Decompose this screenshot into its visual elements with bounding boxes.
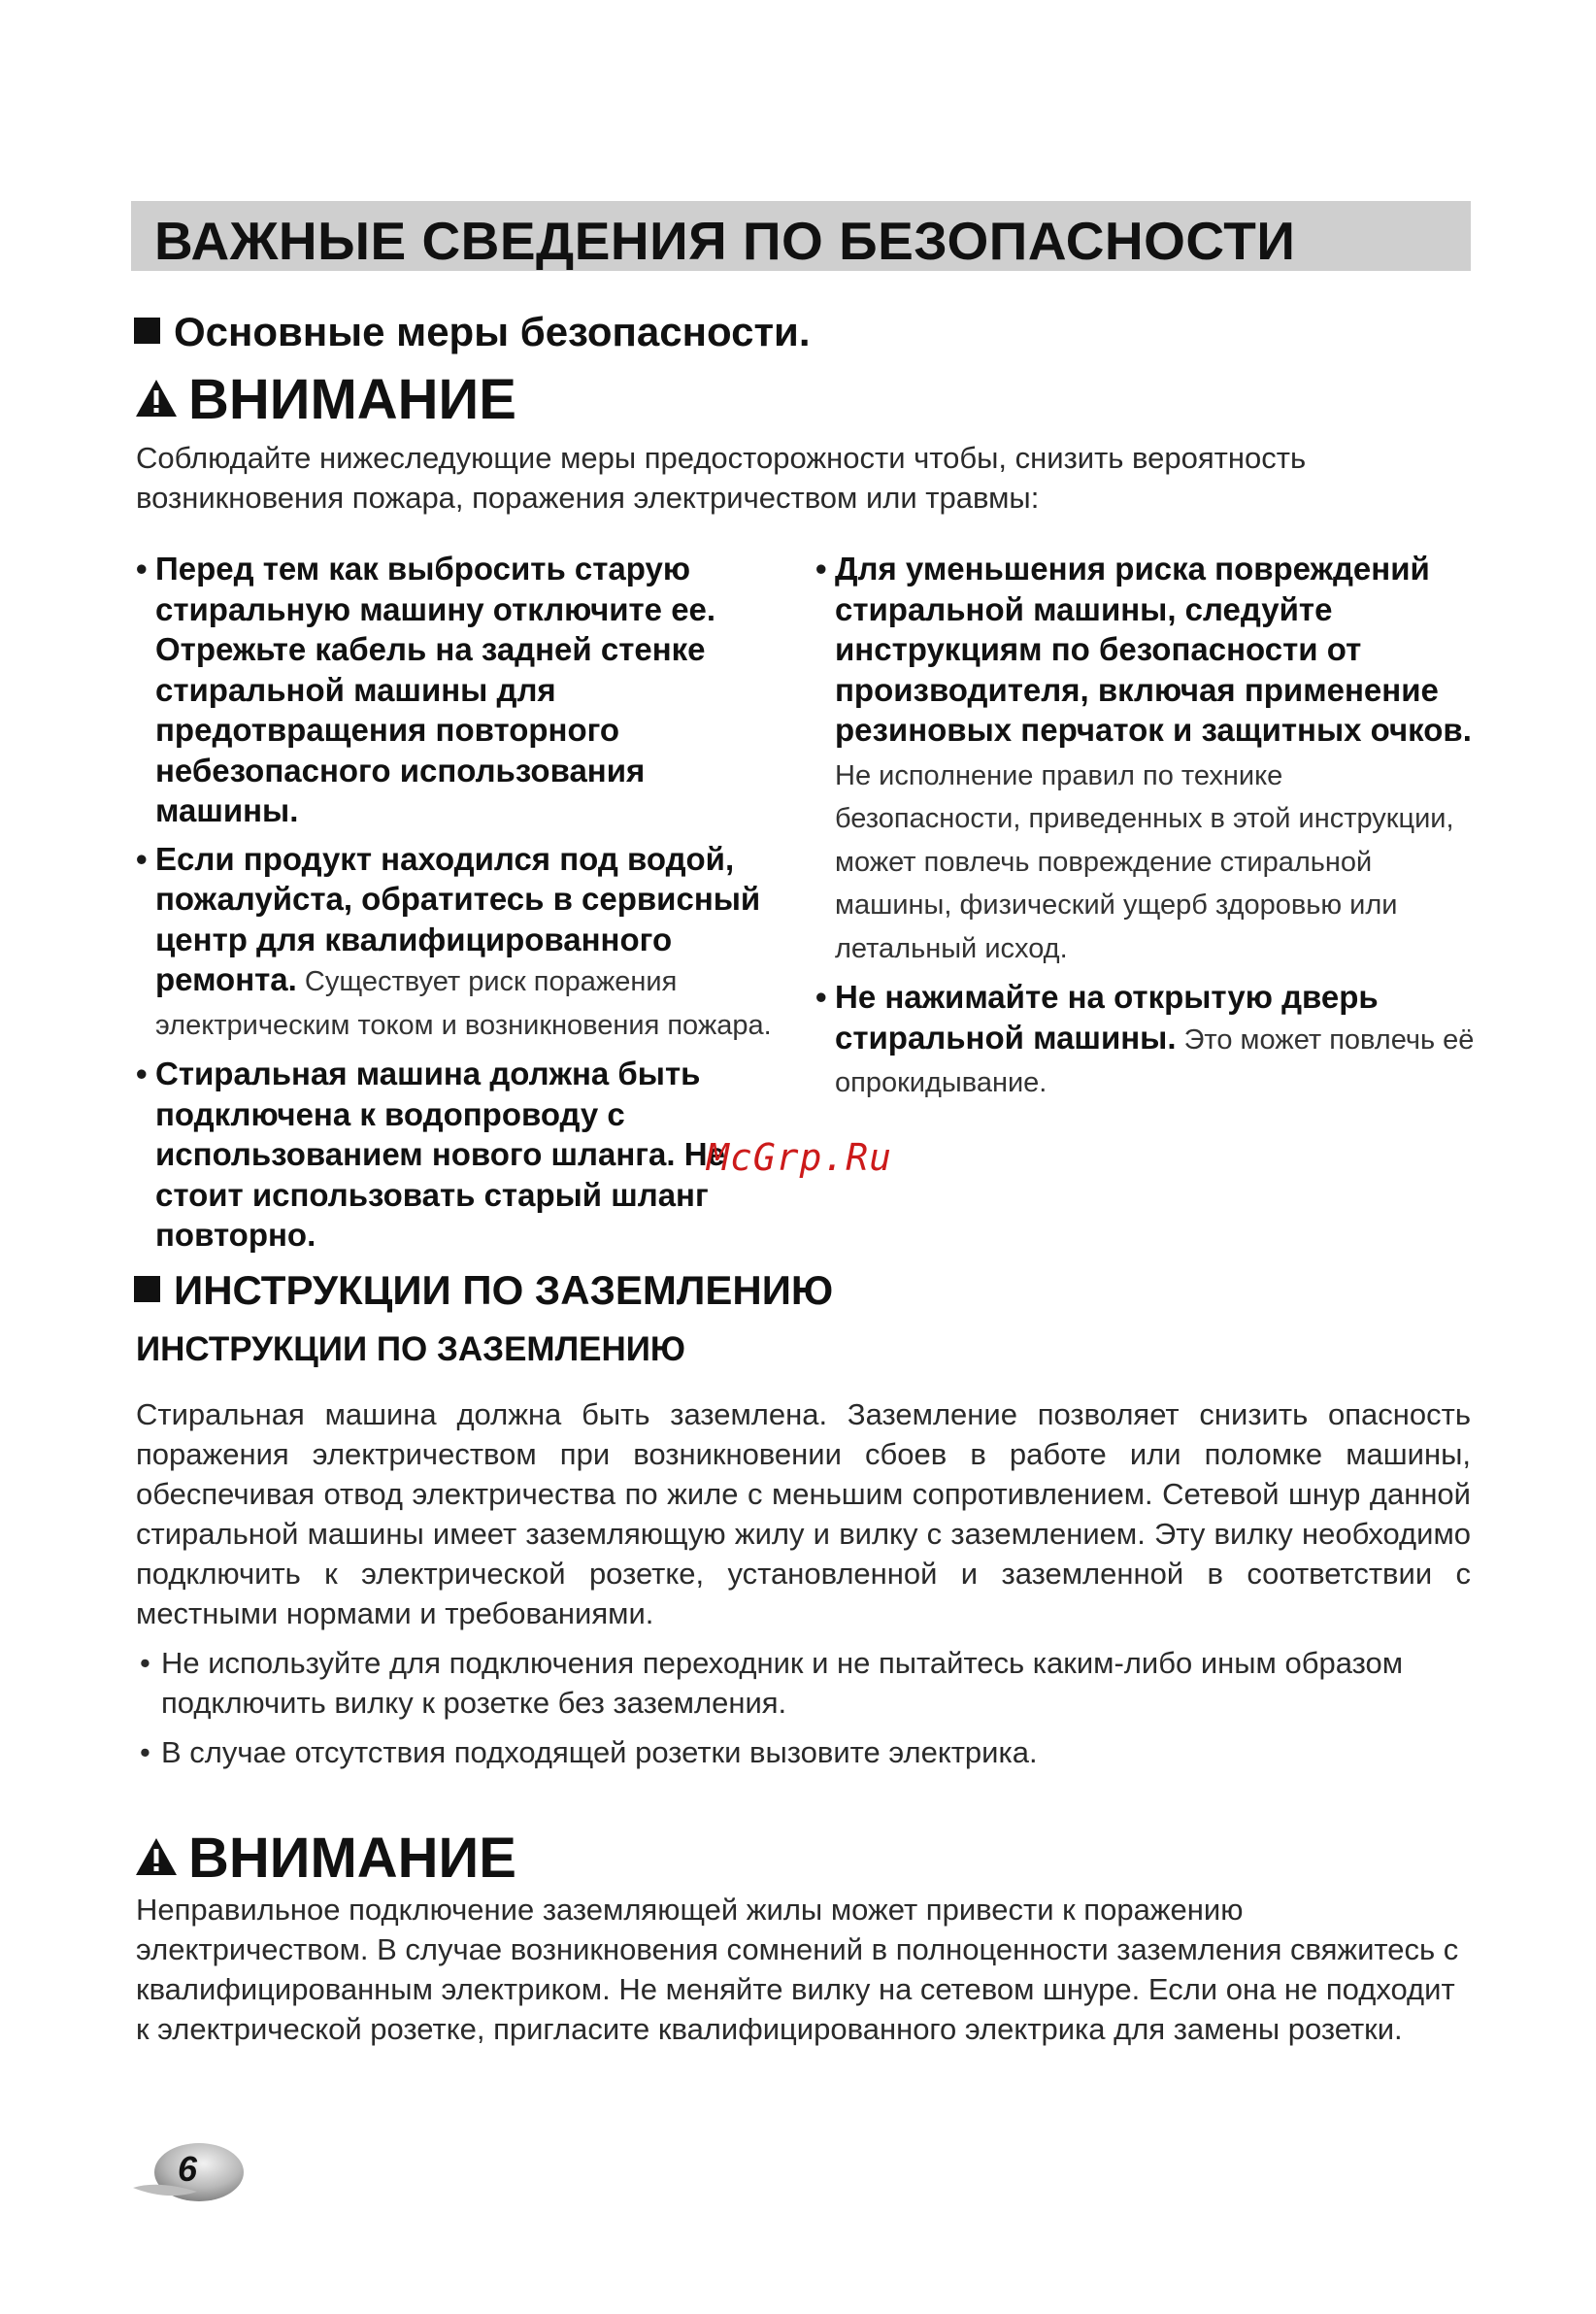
safety-item [815,977,1476,1104]
item-normal-text: Это может повлечь её опрокидывание. [835,1023,1475,1098]
grounding-heading-text: ИНСТРУКЦИИ ПО ЗАЗЕМЛЕНИЮ [174,1267,834,1313]
item-normal-text: Не исполнение правил по технике безопасности, приведенных в этой инструкции, может повлечь повреждение стиральной машины, физический ущерб здоровью или летальный исход. [835,759,1454,964]
warning2-paragraph: Неправильное подключение заземляющей жилы может привести к поражению электричеством. В случае возникновения сомнений в полноценности заземления свяжитесь с квалифицированным электриком. Не меняйте вилку на сетевом шнуре. Если она не подходит к электрической розетке, пригласите квалифицированного электрика для замены розетки. [136,1893,1459,2046]
item-bold-text: Для уменьшения риска повреждений стиральной машины, следуйте инструкциям по безопасности от производителя, включая применение резиновых перчаток и защитных очков. [835,551,1472,748]
title-bar [131,201,1471,271]
bullet: • [140,1646,150,1680]
item-bold-text: Если продукт находился под водой, пожалуйста, обратитесь в сервисный центр для квалифицированного ремонта. [155,840,761,997]
safety-item [815,549,1476,969]
grounding-bullets [136,1643,1471,1782]
bullet: • [140,1735,150,1769]
page-number: 6 [178,2149,198,2189]
basic-safety-heading [134,309,811,355]
bullet: • [815,551,827,587]
left-column [136,549,796,1263]
safety-item [136,839,796,1047]
item-bold-text: Стиральная машина должна быть подключена к водопроводу с использованием нового шланга. Не стоит использовать старый шланг повторно. [155,1056,725,1253]
page-title: ВАЖНЫЕ СВЕДЕНИЯ ПО БЕЗОПАСНОСТИ [154,211,1296,271]
page-number-badge [129,2141,246,2204]
warning-heading-2 [134,1826,516,1891]
warning-heading [134,367,516,432]
bullet: • [136,840,148,877]
list-item-text: В случае отсутствия подходящей розетки вызовите электрика. [161,1735,1038,1769]
grounding-subheading: ИНСТРУКЦИИ ПО ЗАЗЕМЛЕНИЮ [136,1330,685,1368]
item-bold-text: Не нажимайте на открытую дверь стиральной машины. [835,979,1379,1056]
watermark-text: McGrp.Ru [707,1136,893,1179]
item-bold-text: Перед тем как выбросить старую стиральную машину отключите ее. Отрежьте кабель на задней стенке стиральной машины для предотвращения повторного небезопасного использования машины. [155,551,716,828]
list-item [136,1643,1471,1723]
grounding-paragraph: Стиральная машина должна быть заземлена. Заземление позволяет снизить опасность поражения электричеством при возникновении сбоев в работе или поломке машины, обеспечивая отвод электричества по жиле с меньшим сопротивлением. Сетевой шнур данной стиральной машины имеет заземляющую жилу и вилку с заземлением. Эту вилку необходимо подключить к электрической розетке, установленной и заземленной в соответствии с местными нормами и требованиями. [136,1397,1471,1630]
basic-safety-heading-text: Основные меры безопасности. [174,309,811,354]
bullet: • [136,1056,148,1091]
list-item [136,1732,1471,1772]
warning-triangle-icon [134,1836,179,1877]
square-bullet-icon [134,318,160,344]
square-bullet-icon [134,1276,160,1302]
right-column [815,549,1476,1112]
warning-triangle-icon [134,378,179,419]
grounding-heading [134,1267,833,1314]
safety-item [136,1054,796,1256]
warning-title: ВНИМАНИЕ [188,1827,516,1890]
bullet: • [815,979,827,1015]
bullet: • [136,551,148,587]
intro-paragraph: Соблюдайте нижеследующие меры предосторожности чтобы, снизить вероятность возникновения пожара, поражения электричеством или травмы: [136,441,1307,515]
warning-title: ВНИМАНИЕ [188,368,516,431]
item-normal-text: Существует риск поражения электрическим током и возникновения пожара. [155,966,772,1041]
safety-item [136,549,796,831]
list-item-text: Не используйте для подключения переходник и не пытайтесь каким-либо иным образом подключить вилку к розетке без заземления. [161,1646,1404,1720]
